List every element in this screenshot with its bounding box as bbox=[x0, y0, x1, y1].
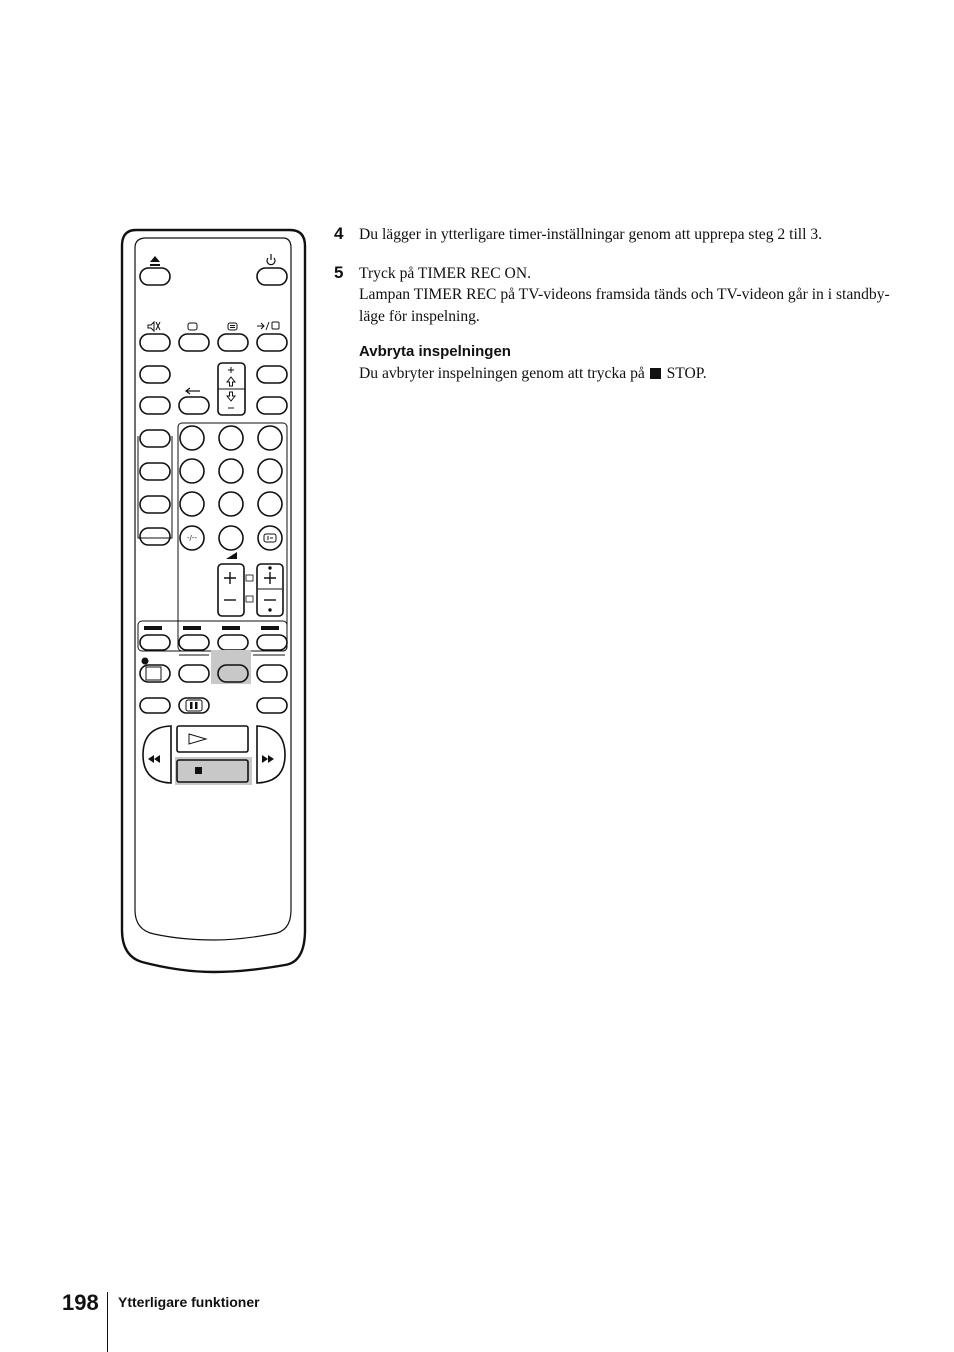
number-button-1[interactable] bbox=[180, 426, 204, 450]
number-button-2[interactable] bbox=[219, 426, 243, 450]
power-icon bbox=[267, 254, 275, 265]
step-text-line: Tryck på TIMER REC ON. bbox=[359, 264, 531, 282]
left-button-1[interactable] bbox=[140, 430, 170, 447]
step-number: 4 bbox=[334, 224, 344, 243]
step-number: 5 bbox=[334, 262, 344, 282]
channel-plus-minus-icon bbox=[258, 567, 282, 611]
number-button-4[interactable] bbox=[180, 459, 204, 483]
channel-rocker[interactable] bbox=[257, 564, 283, 616]
volume-icon bbox=[226, 552, 237, 559]
number-button-9[interactable] bbox=[258, 492, 282, 516]
info-icon bbox=[264, 534, 276, 542]
rewind-button[interactable] bbox=[143, 726, 171, 783]
remote-outer-shell bbox=[122, 230, 305, 972]
play-button[interactable] bbox=[177, 726, 248, 752]
pause-row-button-4[interactable] bbox=[257, 698, 287, 713]
rec-row-button-2[interactable] bbox=[179, 665, 209, 682]
instruction-steps bbox=[334, 224, 914, 384]
cancel-recording-section bbox=[334, 341, 914, 384]
record-button[interactable] bbox=[140, 665, 170, 682]
color-button-3-marker bbox=[222, 626, 240, 630]
color-button-2[interactable] bbox=[179, 635, 209, 650]
rewind-icon bbox=[148, 755, 160, 763]
eject-icon bbox=[150, 256, 160, 266]
side-button-2[interactable] bbox=[257, 366, 287, 383]
pause-row-button-1[interactable] bbox=[140, 698, 170, 713]
color-button-1-marker bbox=[144, 626, 162, 630]
record-icon bbox=[142, 658, 149, 665]
number-button-7[interactable] bbox=[180, 492, 204, 516]
color-button-4[interactable] bbox=[257, 635, 287, 650]
side-button-3[interactable] bbox=[140, 397, 170, 414]
stop-symbol-icon bbox=[650, 368, 661, 379]
left-button-3[interactable] bbox=[140, 496, 170, 513]
pause-icon bbox=[186, 700, 202, 711]
mute-button[interactable] bbox=[140, 334, 170, 351]
step-text-line: Du lägger in ytterligare timer-inställningar genom att upprepa steg 2 till 3. bbox=[359, 226, 823, 243]
rec-row-button-4[interactable] bbox=[257, 665, 287, 682]
power-button[interactable] bbox=[257, 268, 287, 285]
color-button-3[interactable] bbox=[218, 635, 248, 650]
left-button-4[interactable] bbox=[140, 528, 170, 545]
cancel-recording-text bbox=[359, 363, 914, 385]
left-button-bracket bbox=[138, 436, 172, 538]
remote-control-illustration bbox=[118, 226, 310, 974]
fast-forward-button[interactable] bbox=[257, 726, 285, 783]
stop-icon bbox=[195, 767, 202, 774]
color-button-1[interactable] bbox=[140, 635, 170, 650]
cancel-recording-heading: Avbryta inspelningen bbox=[359, 343, 511, 360]
footer-divider bbox=[107, 1292, 108, 1352]
side-button-1[interactable] bbox=[140, 366, 170, 383]
color-button-4-marker bbox=[261, 626, 279, 630]
eject-button[interactable] bbox=[140, 268, 170, 285]
teletext-icon bbox=[228, 323, 237, 330]
tv-icon bbox=[188, 323, 197, 330]
cancel-text-before: Du avbryter inspelningen genom att trycka på bbox=[359, 364, 645, 382]
play-icon bbox=[189, 734, 206, 744]
page-number: 198 bbox=[62, 1290, 99, 1315]
tv-button[interactable] bbox=[179, 334, 209, 351]
number-button-0[interactable] bbox=[219, 526, 243, 550]
side-button-4[interactable] bbox=[257, 397, 287, 414]
number-button-8[interactable] bbox=[219, 492, 243, 516]
fast-forward-icon bbox=[262, 755, 274, 763]
number-button-6[interactable] bbox=[258, 459, 282, 483]
function-bar-frame bbox=[138, 621, 287, 651]
mute-icon bbox=[148, 322, 160, 331]
volume-plus-minus-icon bbox=[224, 572, 236, 600]
cancel-text-after: STOP. bbox=[666, 364, 707, 382]
step-text-line: Lampan TIMER REC på TV-videons framsida tänds och TV-videon går in i standby-läge för inspelning. bbox=[359, 286, 890, 325]
record-button-window bbox=[146, 667, 161, 680]
section-title: Ytterligare funktioner bbox=[118, 1294, 260, 1310]
number-button-3[interactable] bbox=[258, 426, 282, 450]
teletext-button[interactable] bbox=[218, 334, 248, 351]
input-select-icon bbox=[257, 322, 279, 330]
left-button-2[interactable] bbox=[140, 463, 170, 480]
small-input-indicator-1 bbox=[246, 575, 253, 581]
return-arrow-icon bbox=[186, 388, 200, 394]
volume-rocker[interactable] bbox=[218, 564, 244, 616]
double-digit-icon: -/-- bbox=[187, 534, 197, 542]
number-button-5[interactable] bbox=[219, 459, 243, 483]
return-button[interactable] bbox=[179, 397, 209, 414]
step-4 bbox=[334, 224, 914, 246]
small-input-indicator-2 bbox=[246, 596, 253, 602]
step-5 bbox=[334, 263, 914, 328]
color-button-2-marker bbox=[183, 626, 201, 630]
program-up-down-icon bbox=[227, 367, 235, 408]
stop-highlight bbox=[175, 757, 252, 785]
input-select-button[interactable] bbox=[257, 334, 287, 351]
